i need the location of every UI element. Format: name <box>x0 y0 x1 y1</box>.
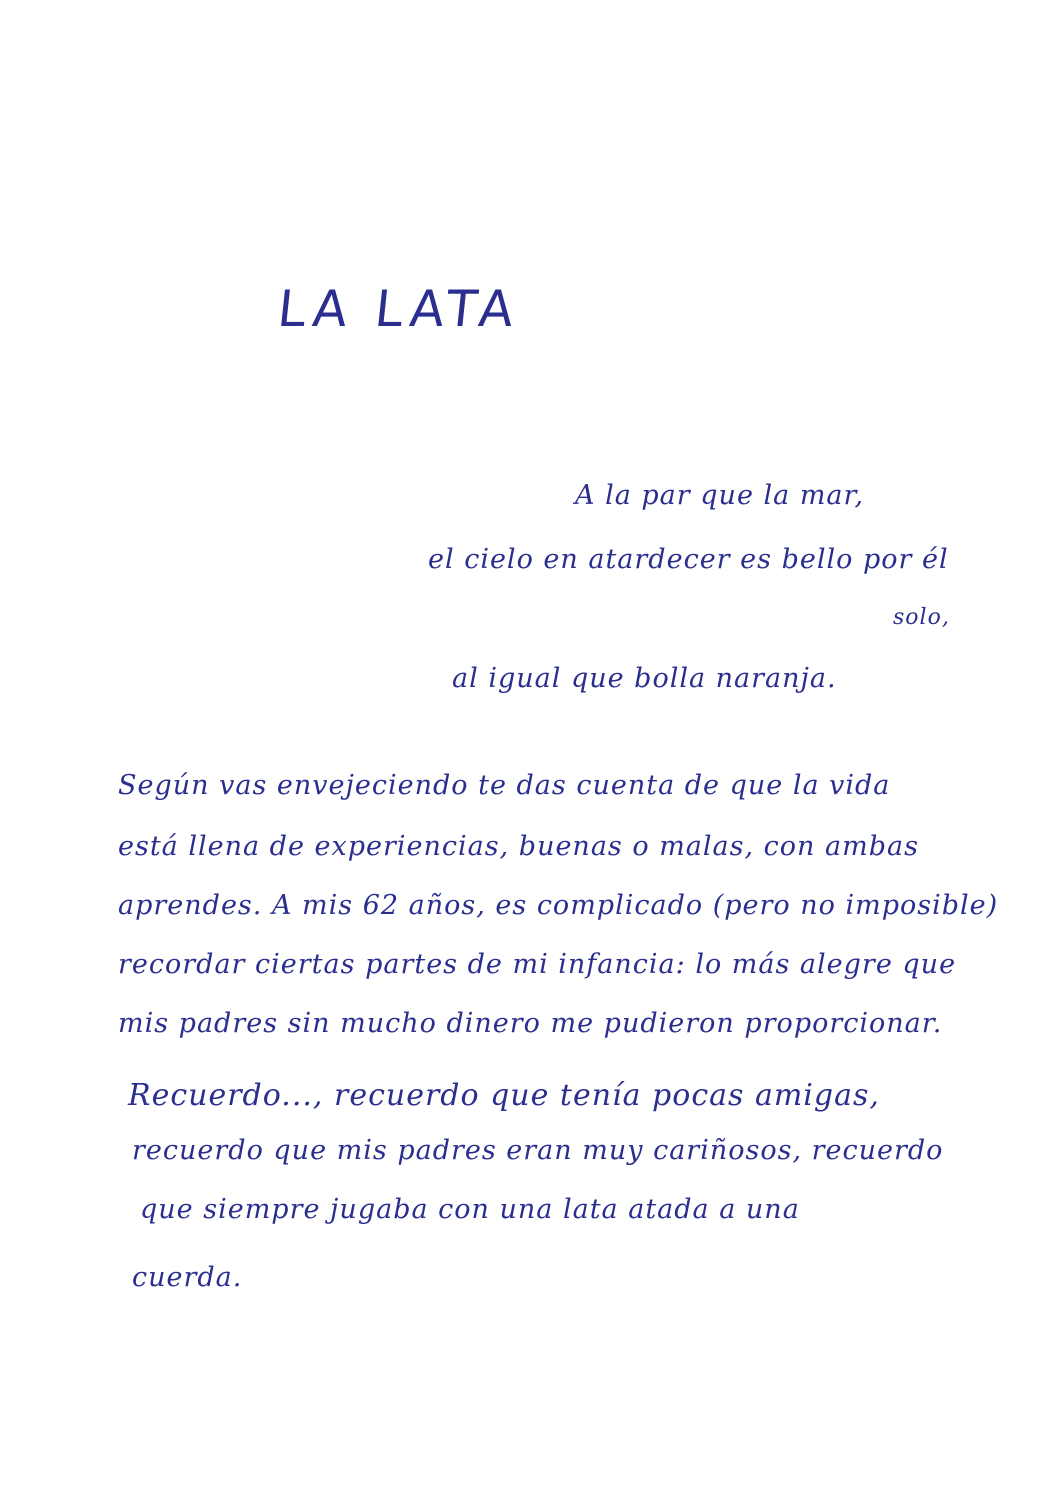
poem-line: al igual que bolla naranja. <box>452 663 837 694</box>
prose-line: recordar ciertas partes de mi infancia: lo más alegre que <box>118 949 957 980</box>
prose-line: está llena de experiencias, buenas o malas, con ambas <box>118 831 919 862</box>
poem-line: A la par que la mar, <box>575 480 865 511</box>
page-title: LA LATA <box>274 280 523 338</box>
prose-line: Según vas envejeciendo te das cuenta de que la vida <box>118 770 891 801</box>
prose-line: recuerdo que mis padres eran muy cariñosos, recuerdo <box>132 1135 944 1166</box>
poem-line: solo, <box>893 605 950 630</box>
prose-line: mis padres sin mucho dinero me pudieron proporcionar. <box>118 1008 943 1039</box>
prose-line: Recuerdo..., recuerdo que tenía pocas amigas, <box>128 1078 880 1113</box>
prose-line: cuerda. <box>132 1262 243 1293</box>
prose-line: que siempre jugaba con una lata atada a una <box>140 1194 800 1225</box>
prose-line: aprendes. A mis 62 años, es complicado (pero no imposible) <box>118 890 999 921</box>
poem-line: el cielo en atardecer es bello por él <box>428 544 949 575</box>
